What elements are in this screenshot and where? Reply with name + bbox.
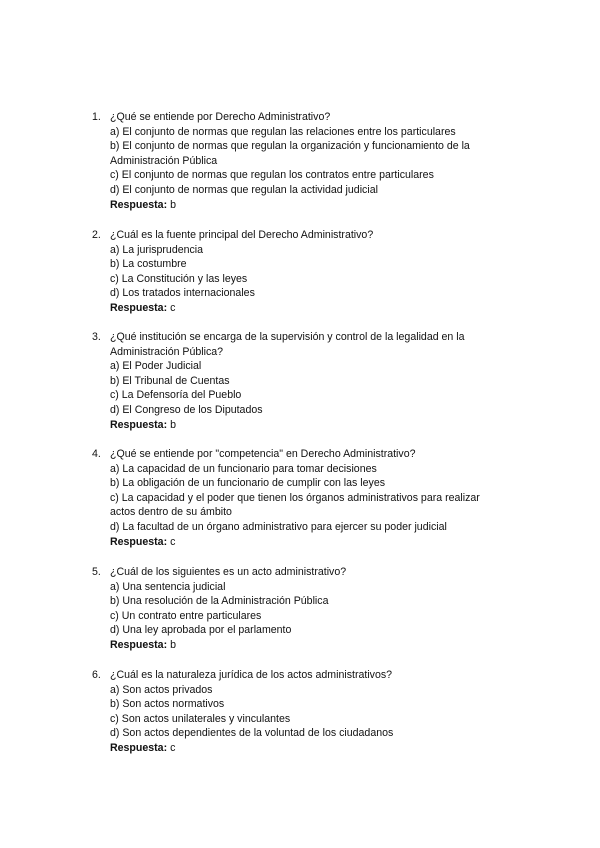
option-c: c) La Constitución y las leyes: [110, 272, 248, 285]
question-number: 2.: [92, 229, 101, 241]
question-text: ¿Qué institución se encarga de la supervisión y control de la legalidad en la Administración Pública?: [110, 331, 465, 358]
option-d: d) El Congreso de los Diputados: [110, 403, 263, 416]
question-text: ¿Qué se entiende por Derecho Administrativo?: [110, 111, 331, 123]
option-b: b) La obligación de un funcionario de cumplir con las leyes: [110, 477, 386, 490]
option-d: d) El conjunto de normas que regulan la actividad judicial: [110, 183, 378, 196]
answer-label: Respuesta:: [110, 741, 168, 754]
question-text: ¿Cuál de los siguientes es un acto administrativo?: [110, 566, 347, 578]
answer-label: Respuesta:: [110, 301, 168, 314]
option-c: c) La Defensoría del Pueblo: [110, 389, 242, 402]
question-number: 4.: [92, 448, 101, 460]
answer-label: Respuesta:: [110, 638, 168, 651]
question-text: ¿Qué se entiende por "competencia" en Derecho Administrativo?: [110, 448, 416, 460]
answer-label: Respuesta:: [110, 535, 168, 548]
option-b: b) Una resolución de la Administración Pública: [110, 595, 329, 608]
answer-line: [92, 741, 502, 756]
option-b: b) El Tribunal de Cuentas: [110, 374, 230, 387]
question-text: ¿Cuál es la naturaleza jurídica de los actos administrativos?: [110, 669, 393, 681]
question-number: 6.: [92, 669, 101, 681]
option-c: c) La capacidad y el poder que tienen los órganos administrativos para realizar actos dentro de su ámbito: [110, 491, 480, 519]
question-number: 5.: [92, 566, 101, 578]
option-b: b) Son actos normativos: [110, 698, 225, 711]
answer-line: [92, 535, 502, 550]
question-4: [92, 447, 502, 549]
question-number: 3.: [92, 331, 101, 343]
answer-line: [92, 418, 502, 433]
option-a: a) Son actos privados: [110, 683, 213, 696]
answer-value: b: [170, 638, 176, 651]
option-a: a) El Poder Judicial: [110, 360, 202, 373]
option-c: c) El conjunto de normas que regulan los contratos entre particulares: [110, 169, 434, 182]
option-d: d) La facultad de un órgano administrativo para ejercer su poder judicial: [110, 520, 447, 533]
question-6: [92, 668, 502, 756]
option-c: c) Son actos unilaterales y vinculantes: [110, 712, 291, 725]
answer-value: c: [170, 301, 176, 314]
option-a: a) Una sentencia judicial: [110, 580, 226, 593]
answer-line: [92, 301, 502, 316]
answer-value: b: [170, 418, 176, 431]
question-1: [92, 110, 502, 212]
option-b: b) El conjunto de normas que regulan la organización y funcionamiento de la Administración Pública: [110, 140, 470, 167]
answer-line: [92, 638, 502, 653]
option-d: d) Son actos dependientes de la voluntad de los ciudadanos: [110, 727, 394, 740]
option-c: c) Un contrato entre particulares: [110, 609, 262, 622]
answer-label: Respuesta:: [110, 198, 168, 211]
option-d: d) Los tratados internacionales: [110, 287, 255, 300]
question-2: [92, 228, 502, 316]
answer-value: b: [170, 198, 176, 211]
question-text: ¿Cuál es la fuente principal del Derecho Administrativo?: [110, 229, 374, 241]
option-a: a) La capacidad de un funcionario para tomar decisiones: [110, 462, 377, 475]
option-b: b) La costumbre: [110, 258, 187, 271]
question-3: [92, 330, 502, 432]
answer-value: c: [170, 741, 176, 754]
option-d: d) Una ley aprobada por el parlamento: [110, 624, 292, 637]
question-5: [92, 565, 502, 653]
answer-line: [92, 198, 502, 213]
answer-value: c: [170, 535, 176, 548]
option-a: a) El conjunto de normas que regulan las relaciones entre los particulares: [110, 125, 456, 138]
option-a: a) La jurisprudencia: [110, 243, 204, 256]
answer-label: Respuesta:: [110, 418, 168, 431]
question-number: 1.: [92, 111, 101, 123]
